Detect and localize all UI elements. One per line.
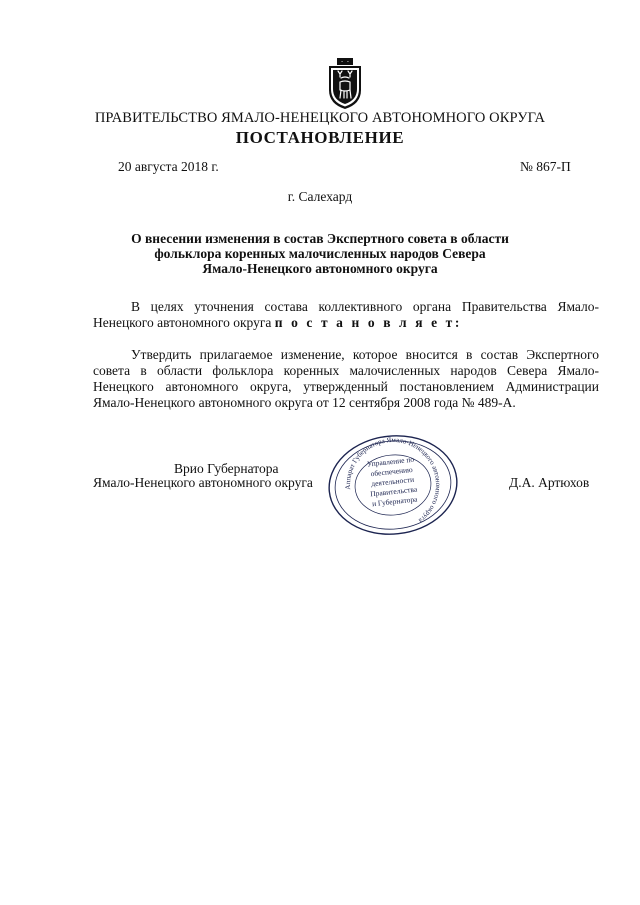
stamp-line-3: деятельности <box>370 474 415 489</box>
preamble-text: В целях уточнения состава коллективного органа Правительства Ямало-Ненецкого автономного округа <box>93 299 599 330</box>
stamp-line-5: и Губернатора <box>371 494 418 509</box>
official-stamp <box>325 434 461 536</box>
stamp-line-1: Управление по <box>366 454 415 469</box>
signatory-position-line-1: Врио Губернатора <box>174 461 279 476</box>
stamp-line-4: Правительства <box>369 484 418 499</box>
title-line-2: фольклора коренных малочисленных народов Севера <box>154 246 486 261</box>
paragraph-resolution: Утвердить прилагаемое изменение, которое вносится в состав Экспертного совета в области фольклора коренных малочисленных народов Севера Ямало-Ненецкого автономного округа, утвержденный постановлением Администрации Ямало-Ненецкого автономного округа от 12 сентября 2008 года № 489-А. <box>93 347 599 410</box>
document-date: 20 августа 2018 г. <box>118 159 219 174</box>
document-city: г. Салехард <box>287 189 353 204</box>
yamal-coat-of-arms-icon <box>326 58 364 110</box>
title-line-1: О внесении изменения в состав Экспертного совета в области <box>131 231 509 246</box>
paragraph-preamble <box>93 299 599 331</box>
signatory-name: Д.А. Артюхов <box>509 475 590 490</box>
document-type: ПОСТАНОВЛЕНИЕ <box>235 128 405 147</box>
document-number: № 867-П <box>520 159 571 174</box>
stamp-line-2: обеспечению <box>370 464 414 479</box>
signatory-position-line-2: Ямало-Ненецкого автономного округа <box>93 475 313 490</box>
resolves-word: п о с т а н о в л я е т: <box>274 315 462 330</box>
government-name: ПРАВИТЕЛЬСТВО ЯМАЛО-НЕНЕЦКОГО АВТОНОМНОГО ОКРУГА <box>94 110 546 126</box>
stamp-outer-text: Аппарат Губернатора Ямало-Ненецкого автономного округа <box>343 435 443 525</box>
title-line-3: Ямало-Ненецкого автономного округа <box>202 261 438 276</box>
